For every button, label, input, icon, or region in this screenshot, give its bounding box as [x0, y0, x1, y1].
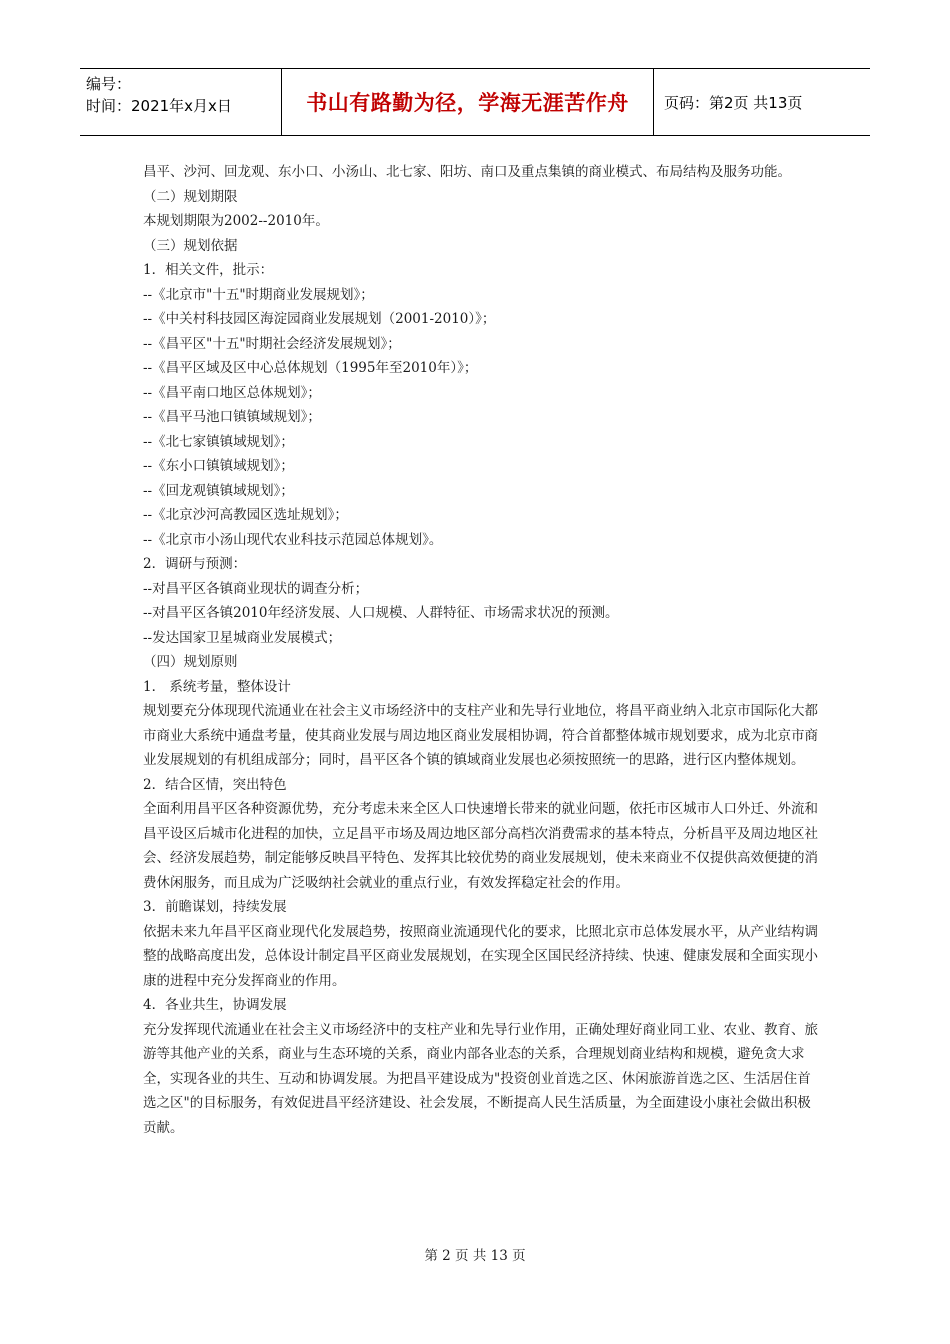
list-item: --发达国家卫星城商业发展模式； — [143, 629, 342, 646]
list-item: --《昌平马池口镇镇域规划》； — [143, 409, 321, 425]
section-heading: （三）规划依据 — [143, 237, 238, 254]
sub-heading: 3．前瞻谋划，持续发展 — [143, 899, 287, 915]
paragraph: 依据未来九年昌平区商业现代化发展趋势，按照商业流通现代化的要求，比照北京市总体发展水平，从产业结构调整的战略高度出发，总体设计制定昌平区商业发展规划，在实现全区国民经济持续、快速、健康发展和全面实现小康的进程中充分发挥商业的作用。 — [143, 923, 818, 989]
document-body — [143, 160, 823, 1140]
header-page-number: 页码：第2页 共13页 — [664, 93, 803, 112]
list-item: --《东小口镇镇域规划》； — [143, 458, 294, 474]
paragraph: 全面利用昌平区各种资源优势，充分考虑未来全区人口快速增长带来的就业问题，依托市区城市人口外迁、外流和昌平设区后城市化进程的加快，立足昌平市场及周边地区部分高档次消费需求的基本特点，分析昌平及周边地区社会、经济发展趋势，制定能够反映昌平特色、发挥其比较优势的商业发展规划，使未来商业不仅提供高效便捷的消费休闲服务，而且成为广泛吸纳社会就业的重点行业，有效发挥稳定社会的作用。 — [143, 801, 818, 891]
section-heading: （四）规划原则 — [143, 654, 238, 670]
list-item: --《北京沙河高教园区选址规划》； — [143, 507, 348, 523]
header-motto: 书山有路勤为径，学海无涯苦作舟 — [282, 69, 654, 135]
section-heading: （二）规划期限 — [143, 188, 238, 205]
paragraph: 昌平、沙河、回龙观、东小口、小汤山、北七家、阳坊、南口及重点集镇的商业模式、布局结构及服务功能。 — [143, 164, 791, 180]
paragraph: 充分发挥现代流通业在社会主义市场经济中的支柱产业和先导行业作用，正确处理好商业同工业、农业、教育、旅游等其他产业的关系，商业与生态环境的关系，商业内部各业态的关系，合理规划商业结构和规模，避免贪大求全，实现各业的共生、互动和协调发展。为把昌平建设成为"投资创业首选之区、休闲旅游首选之区、生活居住首选之区"的目标服务，有效促进昌平经济建设、社会发展，不断提高人民生活质量，为全面建设小康社会做出积极贡献。 — [143, 1021, 818, 1136]
list-item: --《北京市小汤山现代农业科技示范园总体规划》。 — [143, 531, 443, 548]
sub-heading: 1． 系统考量，整体设计 — [143, 678, 291, 695]
list-item: --《中关村科技园区海淀园商业发展规划（2001-2010）》； — [143, 311, 496, 327]
sub-heading: 4．各业共生，协调发展 — [143, 997, 287, 1013]
list-item: --对昌平区各镇2010年经济发展、人口规模、人群特征、市场需求状况的预测。 — [143, 605, 619, 621]
sub-heading: 2．调研与预测： — [143, 556, 247, 572]
sub-heading: 2．结合区情，突出特色 — [143, 776, 287, 793]
sub-heading: 1．相关文件，批示： — [143, 262, 274, 278]
page-footer: 第 2 页 共 13 页 — [424, 1248, 526, 1264]
list-item: --《昌平区域及区中心总体规划（1995年至2010年）》； — [143, 360, 478, 376]
page-header — [80, 68, 870, 136]
list-item: --《昌平区"十五"时期社会经济发展规划》； — [143, 335, 401, 352]
document-date: 时间：2021年x月x日 — [86, 97, 232, 115]
list-item: --《回龙观镇镇域规划》； — [143, 482, 294, 499]
list-item: --《北七家镇镇域规划》； — [143, 433, 294, 450]
document-number: 编号： — [86, 75, 132, 93]
paragraph: 规划要充分体现现代流通业在社会主义市场经济中的支柱产业和先导行业地位，将昌平商业纳入北京市国际化大都市商业大系统中通盘考量，使其商业发展与周边地区商业发展相协调，符合首都整体城市规划要求，成为北京市商业发展规划的有机组成部分；同时，昌平区各个镇的镇域商业发展也必须按照统一的思路，进行区内整体规划。 — [143, 703, 818, 768]
list-item: --《昌平南口地区总体规划》； — [143, 384, 321, 401]
header-meta — [80, 69, 282, 135]
paragraph: 本规划期限为2002--2010年。 — [143, 213, 329, 229]
list-item: --对昌平区各镇商业现状的调查分析； — [143, 580, 369, 597]
list-item: --《北京市"十五"时期商业发展规划》； — [143, 286, 374, 303]
